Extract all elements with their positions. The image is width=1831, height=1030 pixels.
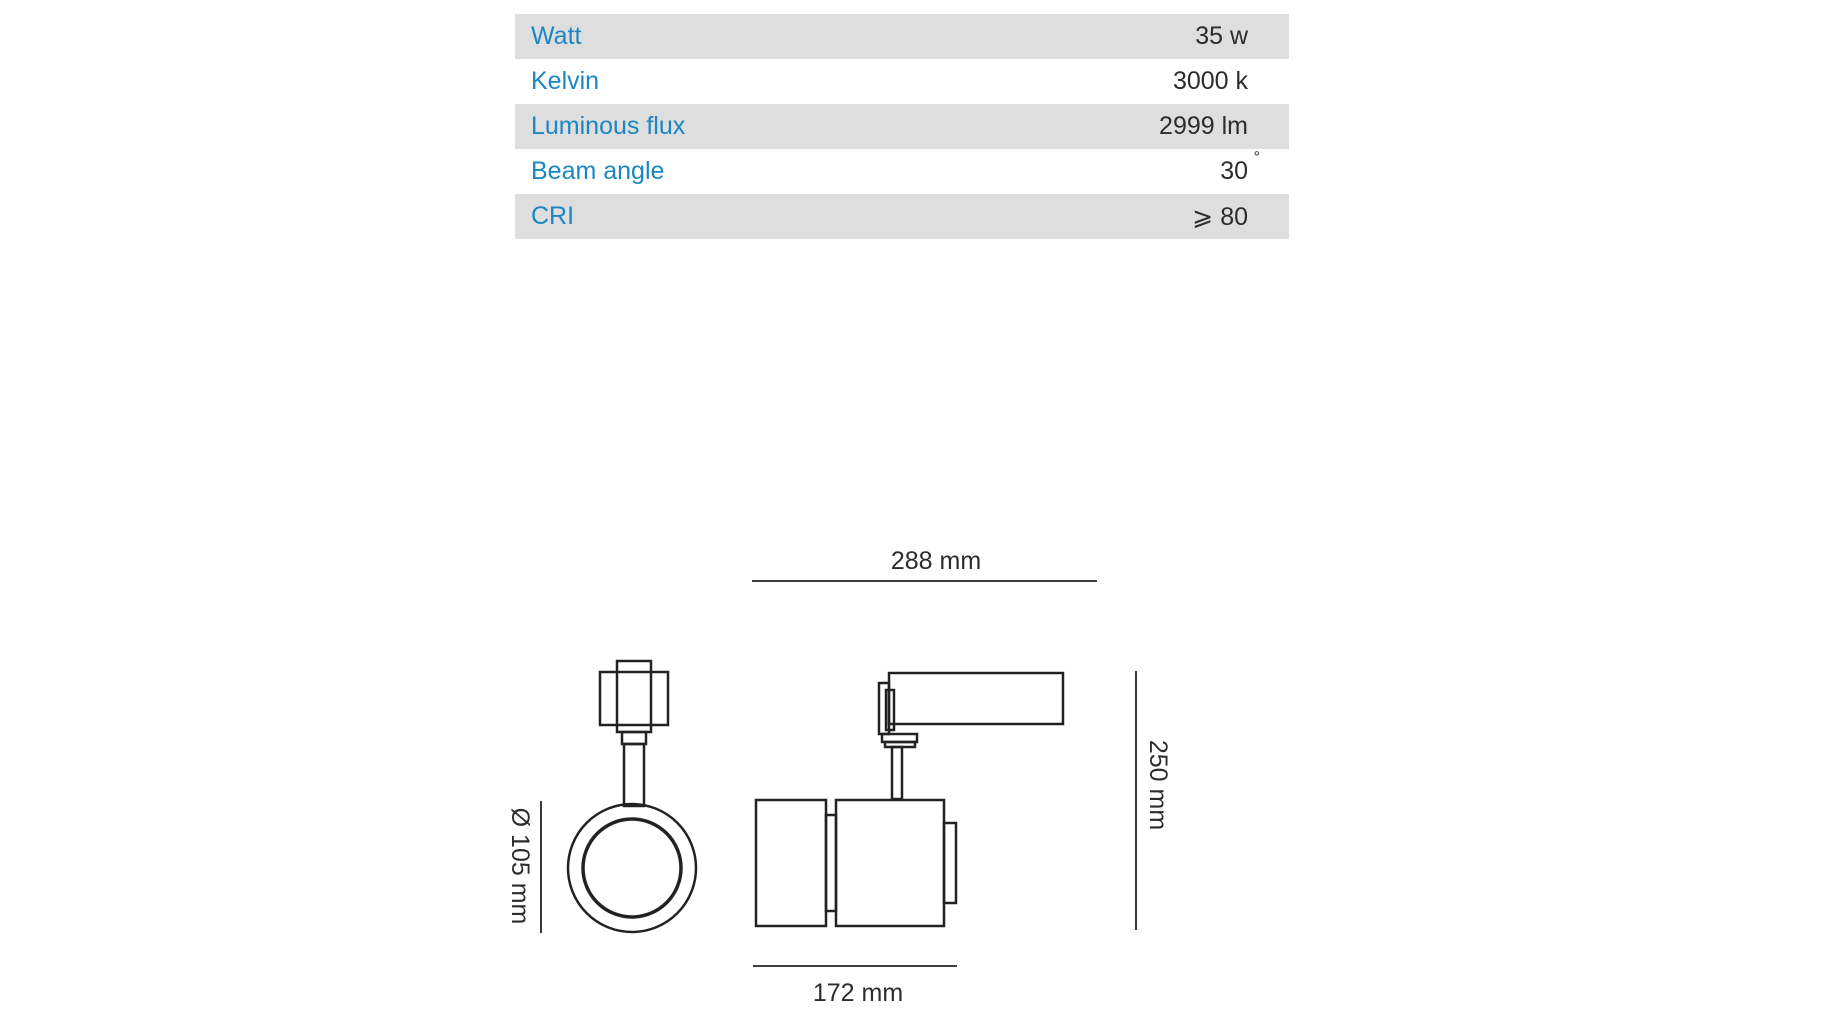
side-view bbox=[756, 673, 1063, 926]
spec-value: 2999 lm bbox=[1159, 112, 1248, 140]
front-stem bbox=[624, 744, 644, 806]
spec-value: 35 w bbox=[1195, 22, 1248, 50]
front-outer-ring bbox=[568, 804, 696, 932]
spec-label: Luminous flux bbox=[531, 112, 686, 140]
spec-label: Beam angle bbox=[531, 157, 665, 185]
spec-label: Watt bbox=[531, 22, 582, 50]
spec-label: CRI bbox=[531, 202, 575, 230]
side-stem bbox=[892, 747, 902, 799]
side-body bbox=[836, 800, 944, 926]
spec-value: ⩾ 80 bbox=[1192, 202, 1248, 231]
front-lens bbox=[583, 819, 681, 917]
dimension-height: 250 mm bbox=[1144, 739, 1172, 831]
side-rear-cap bbox=[944, 823, 956, 903]
front-adapter-neck bbox=[622, 732, 646, 744]
front-view bbox=[568, 661, 696, 932]
degree-mark: ° bbox=[1253, 149, 1260, 166]
dimension-total-length: 288 mm bbox=[890, 547, 982, 575]
side-ring-joint bbox=[826, 815, 836, 911]
spec-value: 3000 k bbox=[1172, 67, 1248, 95]
dimension-diameter: Ø 105 mm bbox=[506, 807, 534, 925]
side-front-cap bbox=[756, 800, 826, 926]
dimension-body-length: 172 mm bbox=[812, 979, 904, 1007]
front-adapter-outer bbox=[600, 672, 668, 725]
beam-angle-value: 30 bbox=[1220, 157, 1248, 185]
side-track-adapter bbox=[889, 673, 1063, 724]
spec-label: Kelvin bbox=[531, 67, 600, 95]
